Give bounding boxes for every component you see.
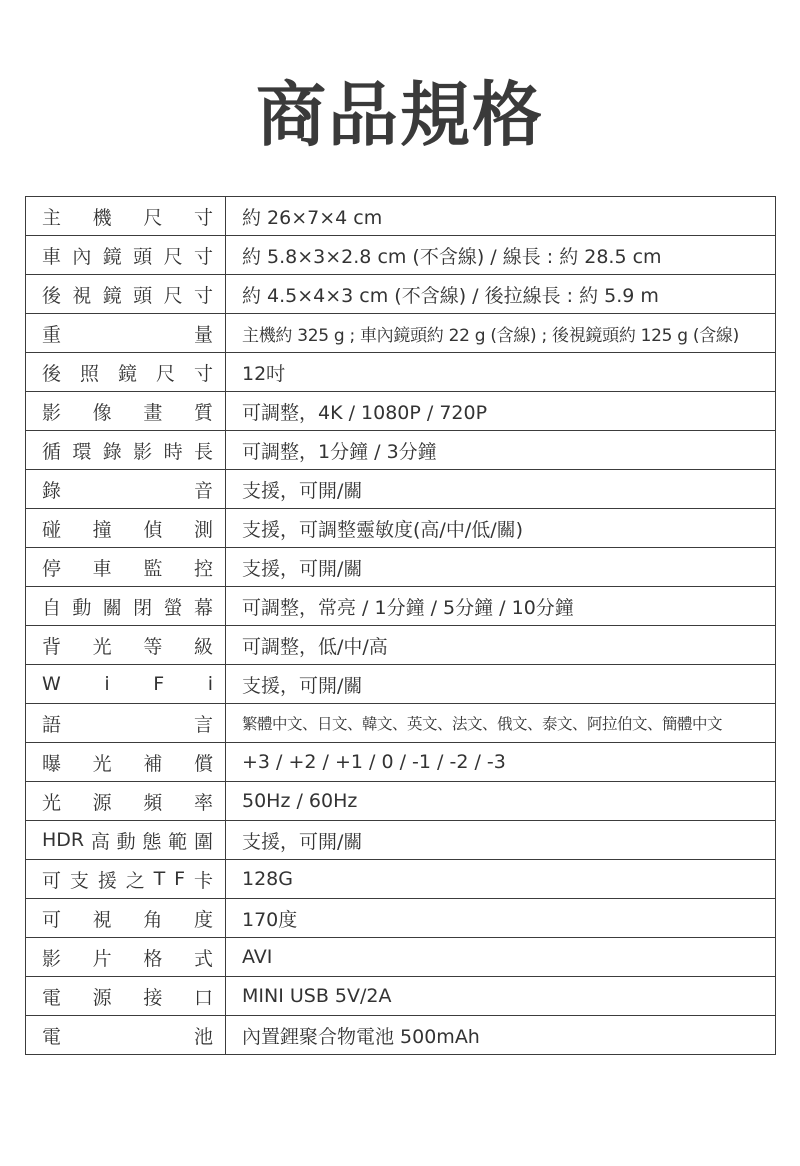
spec-row (26, 353, 776, 392)
spec-label (42, 710, 213, 737)
spec-label-char: 源 (92, 791, 112, 814)
spec-label-char: 測 (193, 518, 213, 541)
spec-label-cell (26, 782, 226, 821)
spec-value: 可調整，低/中/高 (226, 626, 776, 665)
spec-row (26, 665, 776, 704)
spec-label (42, 242, 213, 269)
spec-label-char: 曝 (42, 752, 62, 775)
spec-row (26, 977, 776, 1016)
spec-label-cell (26, 665, 226, 704)
spec-label-char: 頭 (133, 245, 153, 268)
spec-value: 約 26×7×4 cm (226, 197, 776, 236)
spec-label-char: 態 (142, 830, 162, 853)
spec-label-char: 量 (193, 323, 213, 346)
spec-label-char: 式 (193, 947, 213, 970)
spec-value: 可調整，4K / 1080P / 720P (226, 392, 776, 431)
spec-label-char: 車 (92, 557, 112, 580)
spec-label-char: F (174, 868, 186, 890)
spec-row (26, 626, 776, 665)
spec-label-char: 尺 (163, 284, 183, 307)
spec-value: 50Hz / 60Hz (226, 782, 776, 821)
spec-label-char: 控 (193, 557, 213, 580)
spec-row (26, 1016, 776, 1055)
spec-label (42, 398, 213, 425)
spec-label-char: 幕 (193, 596, 213, 619)
spec-value: +3 / +2 / +1 / 0 / -1 / -2 / -3 (226, 743, 776, 782)
spec-label-char: 自 (42, 596, 62, 619)
spec-label-char: 口 (193, 986, 213, 1009)
spec-label-cell (26, 314, 226, 353)
spec-label-char: 尺 (155, 362, 175, 385)
spec-label (42, 515, 213, 542)
spec-row (26, 743, 776, 782)
spec-label-char: 音 (193, 479, 213, 502)
spec-label-char: 語 (42, 713, 62, 736)
spec-label (42, 632, 213, 659)
spec-table (25, 196, 776, 1055)
spec-label-char: 動 (116, 830, 136, 853)
spec-label-char: 後 (42, 362, 62, 385)
spec-label-cell (26, 704, 226, 743)
spec-value: 主機約 325 g ; 車內鏡頭約 22 g (含線) ; 後視鏡頭約 125 g (含線) (226, 314, 776, 353)
spec-table-body (26, 197, 776, 1055)
spec-label-char: W (42, 673, 61, 695)
spec-label-char: 機 (92, 206, 112, 229)
spec-label-char: 片 (92, 947, 112, 970)
spec-label-char: 內 (72, 245, 92, 268)
spec-label-char: 圍 (193, 830, 213, 853)
spec-label (42, 944, 213, 971)
spec-label (42, 554, 213, 581)
spec-row (26, 899, 776, 938)
spec-label (42, 437, 213, 464)
spec-row (26, 314, 776, 353)
spec-row (26, 587, 776, 626)
spec-label-char: 後 (42, 284, 62, 307)
spec-label (42, 320, 213, 347)
spec-label (42, 673, 213, 695)
spec-row (26, 431, 776, 470)
spec-label-char: 寸 (193, 245, 213, 268)
spec-label-char: 等 (143, 635, 163, 658)
spec-label-char: 鏡 (102, 284, 122, 307)
spec-label-char: i (104, 673, 110, 695)
spec-label-char: HDR (42, 829, 85, 851)
spec-label-char: 質 (193, 401, 213, 424)
spec-label-char: 償 (193, 752, 213, 775)
spec-label-char: 光 (42, 791, 62, 814)
spec-value: 128G (226, 860, 776, 899)
spec-label-char: 格 (143, 947, 163, 970)
spec-label-char: 高 (90, 830, 110, 853)
spec-label-char: 之 (125, 869, 145, 892)
spec-label-char: 寸 (193, 362, 213, 385)
spec-label-char: 度 (193, 908, 213, 931)
spec-label (42, 983, 213, 1010)
spec-label-cell (26, 743, 226, 782)
spec-label-char: 關 (102, 596, 122, 619)
spec-label-cell (26, 938, 226, 977)
spec-label-char: 錄 (102, 440, 122, 463)
spec-label-char: 錄 (42, 479, 62, 502)
spec-label-char: 角 (143, 908, 163, 931)
spec-label-char: i (207, 673, 213, 695)
spec-row (26, 392, 776, 431)
spec-label-cell (26, 899, 226, 938)
spec-label-char: 像 (92, 401, 112, 424)
spec-value: 170度 (226, 899, 776, 938)
spec-label-cell (26, 275, 226, 314)
spec-value: 支援，可開/關 (226, 821, 776, 860)
spec-value: 支援，可開/關 (226, 548, 776, 587)
page-title: 商品規格 (256, 74, 544, 156)
spec-row (26, 548, 776, 587)
spec-label-char: 鏡 (117, 362, 137, 385)
spec-label-char: 頭 (133, 284, 153, 307)
spec-label (42, 749, 213, 776)
spec-value: 可調整，1分鐘 / 3分鐘 (226, 431, 776, 470)
spec-label-char: 光 (92, 635, 112, 658)
spec-label-char: 重 (42, 323, 62, 346)
spec-label-cell (26, 509, 226, 548)
spec-label-cell (26, 431, 226, 470)
spec-label-char: 寸 (193, 284, 213, 307)
spec-label-cell (26, 821, 226, 860)
spec-label (42, 476, 213, 503)
spec-value: 12吋 (226, 353, 776, 392)
spec-value: 支援，可開/關 (226, 470, 776, 509)
spec-row (26, 860, 776, 899)
spec-label-char: 監 (143, 557, 163, 580)
spec-label-char: 池 (193, 1025, 213, 1048)
spec-value: 繁體中文、日文、韓文、英文、法文、俄文、泰文、阿拉伯文、簡體中文 (226, 704, 776, 743)
spec-label (42, 359, 213, 386)
spec-label-cell (26, 1016, 226, 1055)
spec-label-char: 主 (42, 206, 62, 229)
spec-label-char: 源 (92, 986, 112, 1009)
spec-row (26, 509, 776, 548)
spec-label-char: 言 (193, 713, 213, 736)
spec-label (42, 905, 213, 932)
spec-value: 支援，可開/關 (226, 665, 776, 704)
spec-label-char: 畫 (143, 401, 163, 424)
spec-label (42, 203, 213, 230)
spec-row (26, 704, 776, 743)
spec-label-char: 級 (193, 635, 213, 658)
spec-label-cell (26, 860, 226, 899)
spec-label (42, 1022, 213, 1049)
spec-label-char: 視 (72, 284, 92, 307)
spec-label-cell (26, 626, 226, 665)
spec-row (26, 938, 776, 977)
spec-label-char: 影 (42, 401, 62, 424)
spec-label-char: 可 (42, 908, 62, 931)
spec-row (26, 275, 776, 314)
spec-label-char: 時 (163, 440, 183, 463)
spec-label-char: 率 (193, 791, 213, 814)
spec-label-char: 援 (97, 869, 117, 892)
spec-label-cell (26, 470, 226, 509)
spec-label-char: T (153, 868, 166, 890)
spec-label-char: 尺 (163, 245, 183, 268)
spec-value: MINI USB 5V/2A (226, 977, 776, 1016)
spec-row (26, 782, 776, 821)
spec-label-char: 電 (42, 986, 62, 1009)
spec-value: 可調整，常亮 / 1分鐘 / 5分鐘 / 10分鐘 (226, 587, 776, 626)
spec-label-cell (26, 236, 226, 275)
spec-label-char: 長 (193, 440, 213, 463)
spec-label-cell (26, 392, 226, 431)
spec-label-char: 循 (42, 440, 62, 463)
spec-label-char: 停 (42, 557, 62, 580)
spec-label-char: 可 (42, 869, 62, 892)
spec-label-char: 車 (42, 245, 62, 268)
spec-row (26, 236, 776, 275)
spec-value: 內置鋰聚合物電池 500mAh (226, 1016, 776, 1055)
spec-label-char: 偵 (143, 518, 163, 541)
spec-label-char: 影 (42, 947, 62, 970)
spec-label-char: 環 (72, 440, 92, 463)
spec-label-cell (26, 197, 226, 236)
spec-label-char: 背 (42, 635, 62, 658)
spec-label (42, 827, 213, 854)
spec-value: AVI (226, 938, 776, 977)
spec-label-cell (26, 587, 226, 626)
spec-label-cell (26, 548, 226, 587)
spec-label-char: 鏡 (102, 245, 122, 268)
spec-label-char: 接 (143, 986, 163, 1009)
spec-label (42, 593, 213, 620)
spec-label-char: 影 (133, 440, 153, 463)
spec-label-cell (26, 353, 226, 392)
spec-label-char: 動 (72, 596, 92, 619)
spec-label-char: 視 (92, 908, 112, 931)
spec-value: 支援，可調整靈敏度(高/中/低/關) (226, 509, 776, 548)
spec-row (26, 821, 776, 860)
spec-label-char: 補 (143, 752, 163, 775)
spec-label-char: 碰 (42, 518, 62, 541)
spec-label-char: 光 (92, 752, 112, 775)
spec-label (42, 788, 213, 815)
spec-value: 約 4.5×4×3 cm (不含線) / 後拉線長 : 約 5.9 m (226, 275, 776, 314)
spec-label-char: 寸 (193, 206, 213, 229)
spec-label-char: 尺 (143, 206, 163, 229)
spec-label-char: 範 (168, 830, 188, 853)
spec-value: 約 5.8×3×2.8 cm (不含線) / 線長 : 約 28.5 cm (226, 236, 776, 275)
spec-label-char: 照 (79, 362, 99, 385)
spec-label-char: 頻 (143, 791, 163, 814)
spec-row (26, 470, 776, 509)
spec-label-char: 卡 (193, 869, 213, 892)
spec-label-char: 螢 (163, 596, 183, 619)
spec-label-char: F (153, 673, 165, 695)
spec-label-char: 撞 (92, 518, 112, 541)
spec-label (42, 281, 213, 308)
spec-label-char: 閉 (133, 596, 153, 619)
spec-label-cell (26, 977, 226, 1016)
spec-label-char: 電 (42, 1025, 62, 1048)
spec-label (42, 866, 213, 893)
spec-row (26, 197, 776, 236)
spec-label-char: 支 (69, 869, 89, 892)
